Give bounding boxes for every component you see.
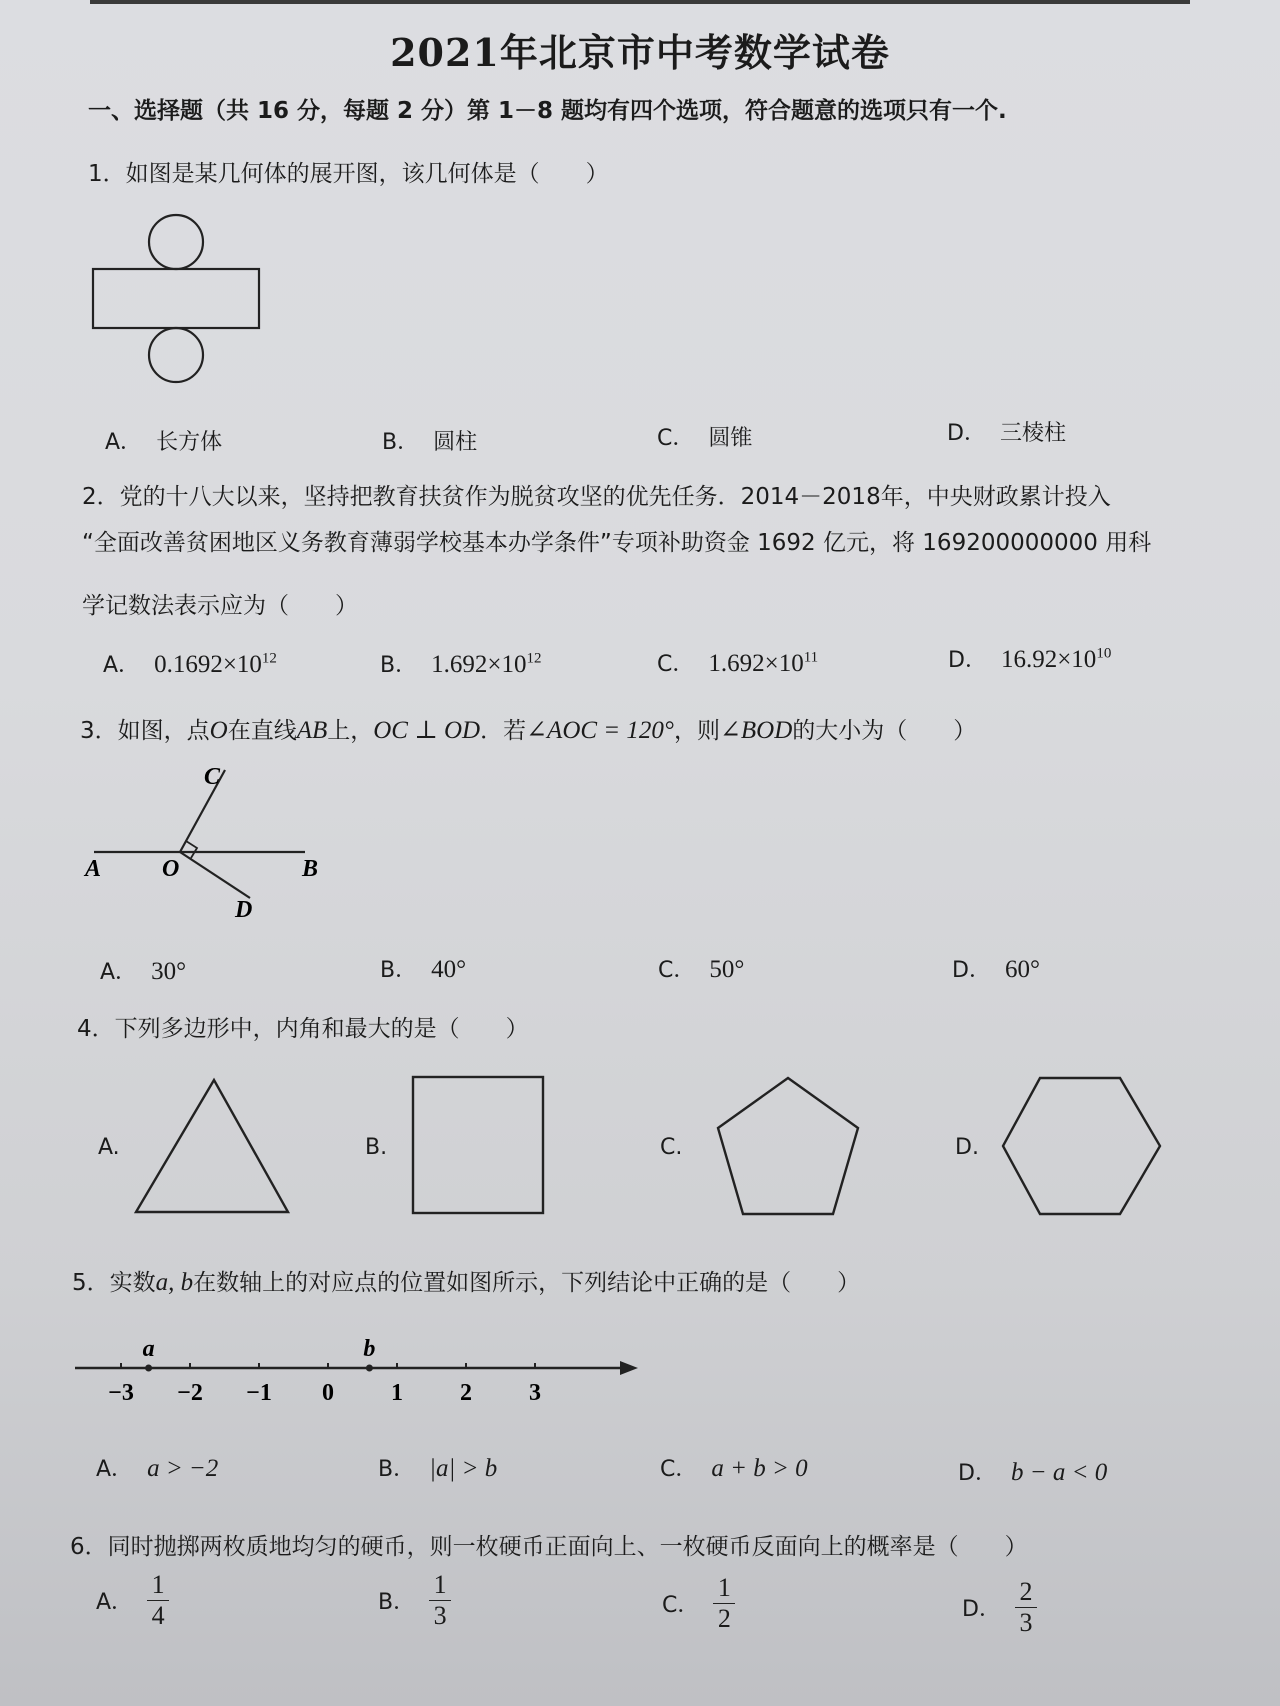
q3-ray-od xyxy=(180,852,250,898)
q5-number-line xyxy=(70,1325,650,1405)
q4-polygons xyxy=(0,1070,1280,1220)
q1-option-b[interactable]: B． 圆柱 xyxy=(382,430,478,455)
q5-tick-label: 1 xyxy=(391,1380,403,1405)
q4-square xyxy=(413,1077,543,1213)
q5-tick-label: 3 xyxy=(529,1380,541,1405)
q5-point-a-label: a xyxy=(142,1336,155,1362)
q1-bottom-circle xyxy=(149,328,203,382)
q3-option-b[interactable]: B． 40° xyxy=(380,956,467,983)
q5-stem: 5．实数a, b在数轴上的对应点的位置如图所示，下列结论中正确的是（ ） xyxy=(72,1269,861,1296)
q2-stem-line2: “全面改善贫困地区义务教育薄弱学校基本办学条件”专项补助资金 1692 亿元，将 169200000000 用科 xyxy=(82,530,1152,556)
q4-stem: 4．下列多边形中，内角和最大的是（ ） xyxy=(77,1016,529,1042)
q1-option-a[interactable]: A． 长方体 xyxy=(105,430,223,455)
q2-option-c[interactable]: C． $1.692\times 10^{11}$ xyxy=(657,649,819,677)
q5-tick-label: −2 xyxy=(177,1380,203,1405)
q5-tick-label: 0 xyxy=(322,1380,334,1405)
q3-option-a[interactable]: A． 30° xyxy=(100,958,187,985)
section-heading: 一、选择题（共 16 分，每题 2 分）第 1－8 题均有四个选项，符合题意的选项只有一个. xyxy=(88,98,1007,124)
q5-tick-label: −3 xyxy=(108,1380,134,1405)
q5-tick-label: −1 xyxy=(246,1380,272,1405)
exam-title: 2021年北京市中考数学试卷 xyxy=(390,30,890,75)
q1-net-figure xyxy=(88,205,263,385)
q6-option-c[interactable]: C． $\frac{1}{2}$ xyxy=(662,1573,735,1634)
q3-option-d[interactable]: D． 60° xyxy=(952,956,1040,983)
q3-right-angle-mark xyxy=(186,841,197,858)
q1-option-c[interactable]: C． 圆锥 xyxy=(657,426,753,451)
q6-option-b[interactable]: B． $\frac{1}{3}$ xyxy=(378,1570,451,1631)
q3-label-a: A xyxy=(85,856,102,882)
q2-option-d[interactable]: D． $16.92\times 10^{10}$ xyxy=(948,645,1112,673)
q1-rectangle xyxy=(93,269,259,328)
q5-option-a[interactable]: A． a > −2 xyxy=(96,1455,219,1482)
q5-option-b[interactable]: B． |a| > b xyxy=(378,1455,498,1482)
q5-point-a xyxy=(145,1365,152,1372)
q4-pentagon xyxy=(718,1078,858,1214)
q3-label-o: O xyxy=(162,856,180,882)
q5-point-b xyxy=(366,1365,373,1372)
q5-option-d[interactable]: D． b − a < 0 xyxy=(958,1459,1108,1486)
q3-option-c[interactable]: C． 50° xyxy=(658,956,745,983)
q1-option-d[interactable]: D． 三棱柱 xyxy=(947,421,1066,446)
q5-point-b-label: b xyxy=(363,1336,376,1362)
q3-angle-figure xyxy=(80,760,340,930)
q2-stem-line3: 学记数法表示应为（ ） xyxy=(82,593,358,619)
q5-axis-arrow xyxy=(620,1361,638,1375)
q4-label-a[interactable]: A. xyxy=(98,1135,120,1160)
q6-stem: 6．同时抛掷两枚质地均匀的硬币，则一枚硬币正面向上、一枚硬币反面向上的概率是（ ） xyxy=(70,1534,1028,1560)
q2-option-a[interactable]: A． $0.1692\times 10^{12}$ xyxy=(103,650,277,678)
q1-stem: 1．如图是某几何体的展开图，该几何体是（ ） xyxy=(88,161,609,187)
q3-stem: 3．如图，点O在直线AB上，OC ⊥ OD．若∠AOC = 120°，则∠BOD的大小为（ ） xyxy=(80,717,977,744)
q4-hexagon xyxy=(1003,1078,1160,1214)
q5-option-c[interactable]: C． a + b > 0 xyxy=(660,1455,808,1482)
q2-stem-line1: 2．党的十八大以来，坚持把教育扶贫作为脱贫攻坚的优先任务．2014－2018年，中央财政累计投入 xyxy=(82,484,1111,510)
q4-label-b[interactable]: B. xyxy=(365,1135,388,1160)
q5-tick-label: 2 xyxy=(460,1380,472,1405)
q1-top-circle xyxy=(149,215,203,269)
q3-label-d: D xyxy=(235,897,253,923)
q2-option-b[interactable]: B． $1.692\times 10^{12}$ xyxy=(380,650,542,678)
page-top-edge xyxy=(90,0,1190,4)
q4-triangle xyxy=(136,1080,288,1212)
q3-label-c: C xyxy=(204,764,221,790)
q4-label-c[interactable]: C. xyxy=(660,1135,683,1160)
q6-option-a[interactable]: A． $\frac{1}{4}$ xyxy=(96,1570,169,1631)
q3-label-b: B xyxy=(302,856,319,882)
q6-option-d[interactable]: D． $\frac{2}{3}$ xyxy=(962,1577,1037,1638)
q4-label-d[interactable]: D. xyxy=(955,1135,979,1160)
